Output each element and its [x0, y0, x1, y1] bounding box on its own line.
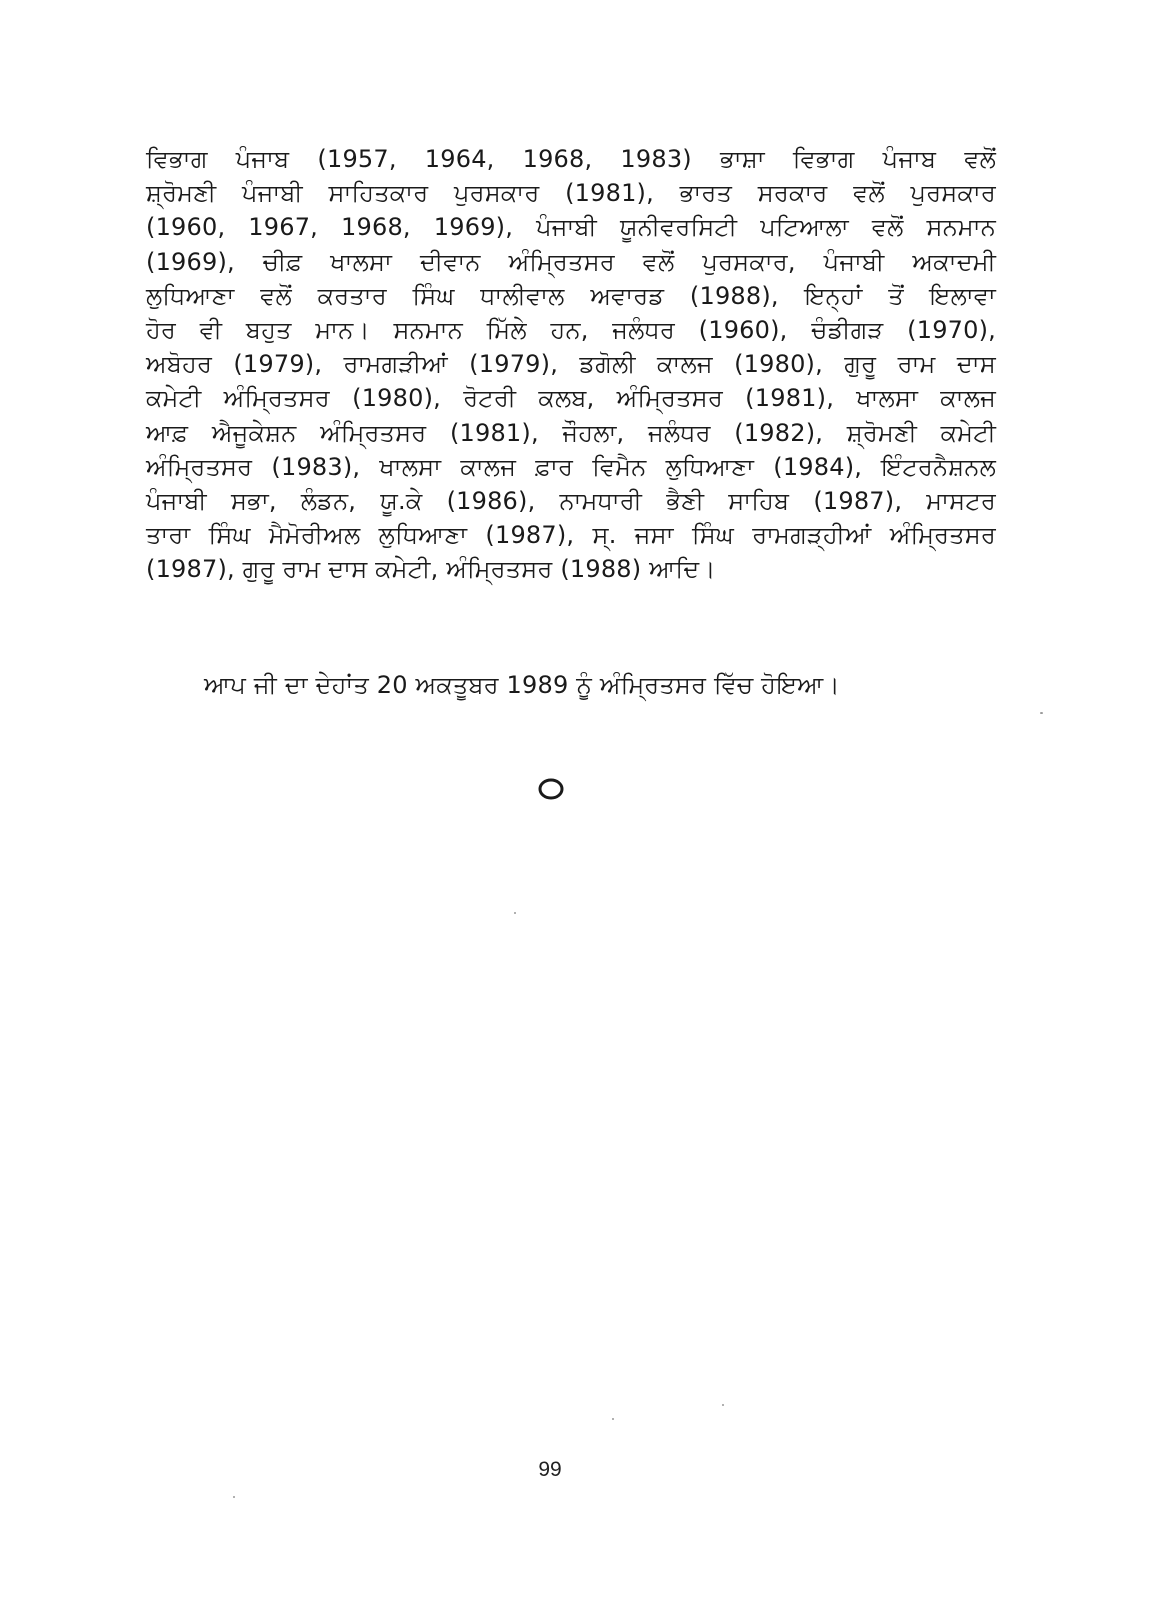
scan-speck — [1040, 712, 1043, 714]
paragraph-line-13: (1987), ਗੁਰੂ ਰਾਮ ਦਾਸ ਕਮੇਟੀ, ਅੰਮ੍ਰਿਤਸਰ (1988) ਆਦਿ। — [146, 555, 716, 584]
scan-speck — [612, 1418, 614, 1420]
scan-speck — [514, 912, 516, 914]
paragraph-line-10: ਅੰਮ੍ਰਿਤਸਰ (1983), ਖਾਲਸਾ ਕਾਲਜ ਫ਼ਾਰ ਵਿਮੈਨ ਲੁਧਿਆਣਾ (1984), ਇੰਟਰਨੈਸ਼ਨਲ — [146, 452, 996, 481]
page-number: 99 — [538, 1458, 562, 1481]
main-paragraph — [146, 142, 996, 586]
circle-ornament-icon — [537, 777, 565, 801]
closing-sentence: ਆਪ ਜੀ ਦਾ ਦੇਹਾਂਤ 20 ਅਕਤੂਬਰ 1989 ਨੂੰ ਅੰਮ੍ਰਿਤਸਰ ਵਿੱਚ ਹੋਇਆ। — [204, 671, 840, 699]
scan-speck — [233, 1496, 235, 1498]
paragraph-line-2: ਸ਼੍ਰੋਮਣੀ ਪੰਜਾਬੀ ਸਾਹਿਤਕਾਰ ਪੁਰਸਕਾਰ (1981), ਭਾਰਤ ਸਰਕਾਰ ਵਲੋਂ ਪੁਰਸਕਾਰ — [146, 179, 996, 208]
paragraph-line-12: ਤਾਰਾ ਸਿੰਘ ਮੈਮੋਰੀਅਲ ਲੁਧਿਆਣਾ (1987), ਸ੍. ਜਸਾ ਸਿੰਘ ਰਾਮਗੜ੍ਹੀਆਂ ਅੰਮ੍ਰਿਤਸਰ — [146, 521, 996, 550]
paragraph-line-7: ਅਬੋਹਰ (1979), ਰਾਮਗੜੀਆਂ (1979), ਡਗੋਲੀ ਕਾਲਜ (1980), ਗੁਰੂ ਰਾਮ ਦਾਸ — [146, 350, 996, 379]
paragraph-line-9: ਆਫ਼ ਐਜੂਕੇਸ਼ਨ ਅੰਮ੍ਰਿਤਸਰ (1981), ਜੌਹਲਾ, ਜਲੰਧਰ (1982), ਸ਼੍ਰੋਮਣੀ ਕਮੇਟੀ — [146, 418, 996, 447]
paragraph-line-5: ਲੁਧਿਆਣਾ ਵਲੋਂ ਕਰਤਾਰ ਸਿੰਘ ਧਾਲੀਵਾਲ ਅਵਾਰਡ (1988), ਇਨ੍ਹਾਂ ਤੋਂ ਇਲਾਵਾ — [146, 281, 996, 310]
paragraph-line-8: ਕਮੇਟੀ ਅੰਮ੍ਰਿਤਸਰ (1980), ਰੋਟਰੀ ਕਲਬ, ਅੰਮ੍ਰਿਤਸਰ (1981), ਖਾਲਸਾ ਕਾਲਜ — [146, 384, 996, 413]
scan-speck — [722, 1404, 724, 1406]
paragraph-line-6: ਹੋਰ ਵੀ ਬਹੁਤ ਮਾਨ। ਸਨਮਾਨ ਮਿੱਲੇ ਹਨ, ਜਲੰਧਰ (1960), ਚੰਡੀਗੜ (1970), — [146, 315, 996, 344]
paragraph-line-1: ਵਿਭਾਗ ਪੰਜਾਬ (1957, 1964, 1968, 1983) ਭਾਸ਼ਾ ਵਿਭਾਗ ਪੰਜਾਬ ਵਲੋਂ — [146, 145, 996, 173]
paragraph-line-4: (1969), ਚੀਫ਼ ਖਾਲਸਾ ਦੀਵਾਨ ਅੰਮ੍ਰਿਤਸਰ ਵਲੋਂ ਪੁਰਸਕਾਰ, ਪੰਜਾਬੀ ਅਕਾਦਮੀ — [146, 247, 996, 276]
paragraph-line-11: ਪੰਜਾਬੀ ਸਭਾ, ਲੰਡਨ, ਯੂ.ਕੇ (1986), ਨਾਮਧਾਰੀ ਭੈਣੀ ਸਾਹਿਬ (1987), ਮਾਸਟਰ — [146, 486, 996, 515]
paragraph-line-3: (1960, 1967, 1968, 1969), ਪੰਜਾਬੀ ਯੂਨੀਵਰਸਿਟੀ ਪਟਿਆਲਾ ਵਲੋਂ ਸਨਮਾਨ — [146, 213, 996, 242]
